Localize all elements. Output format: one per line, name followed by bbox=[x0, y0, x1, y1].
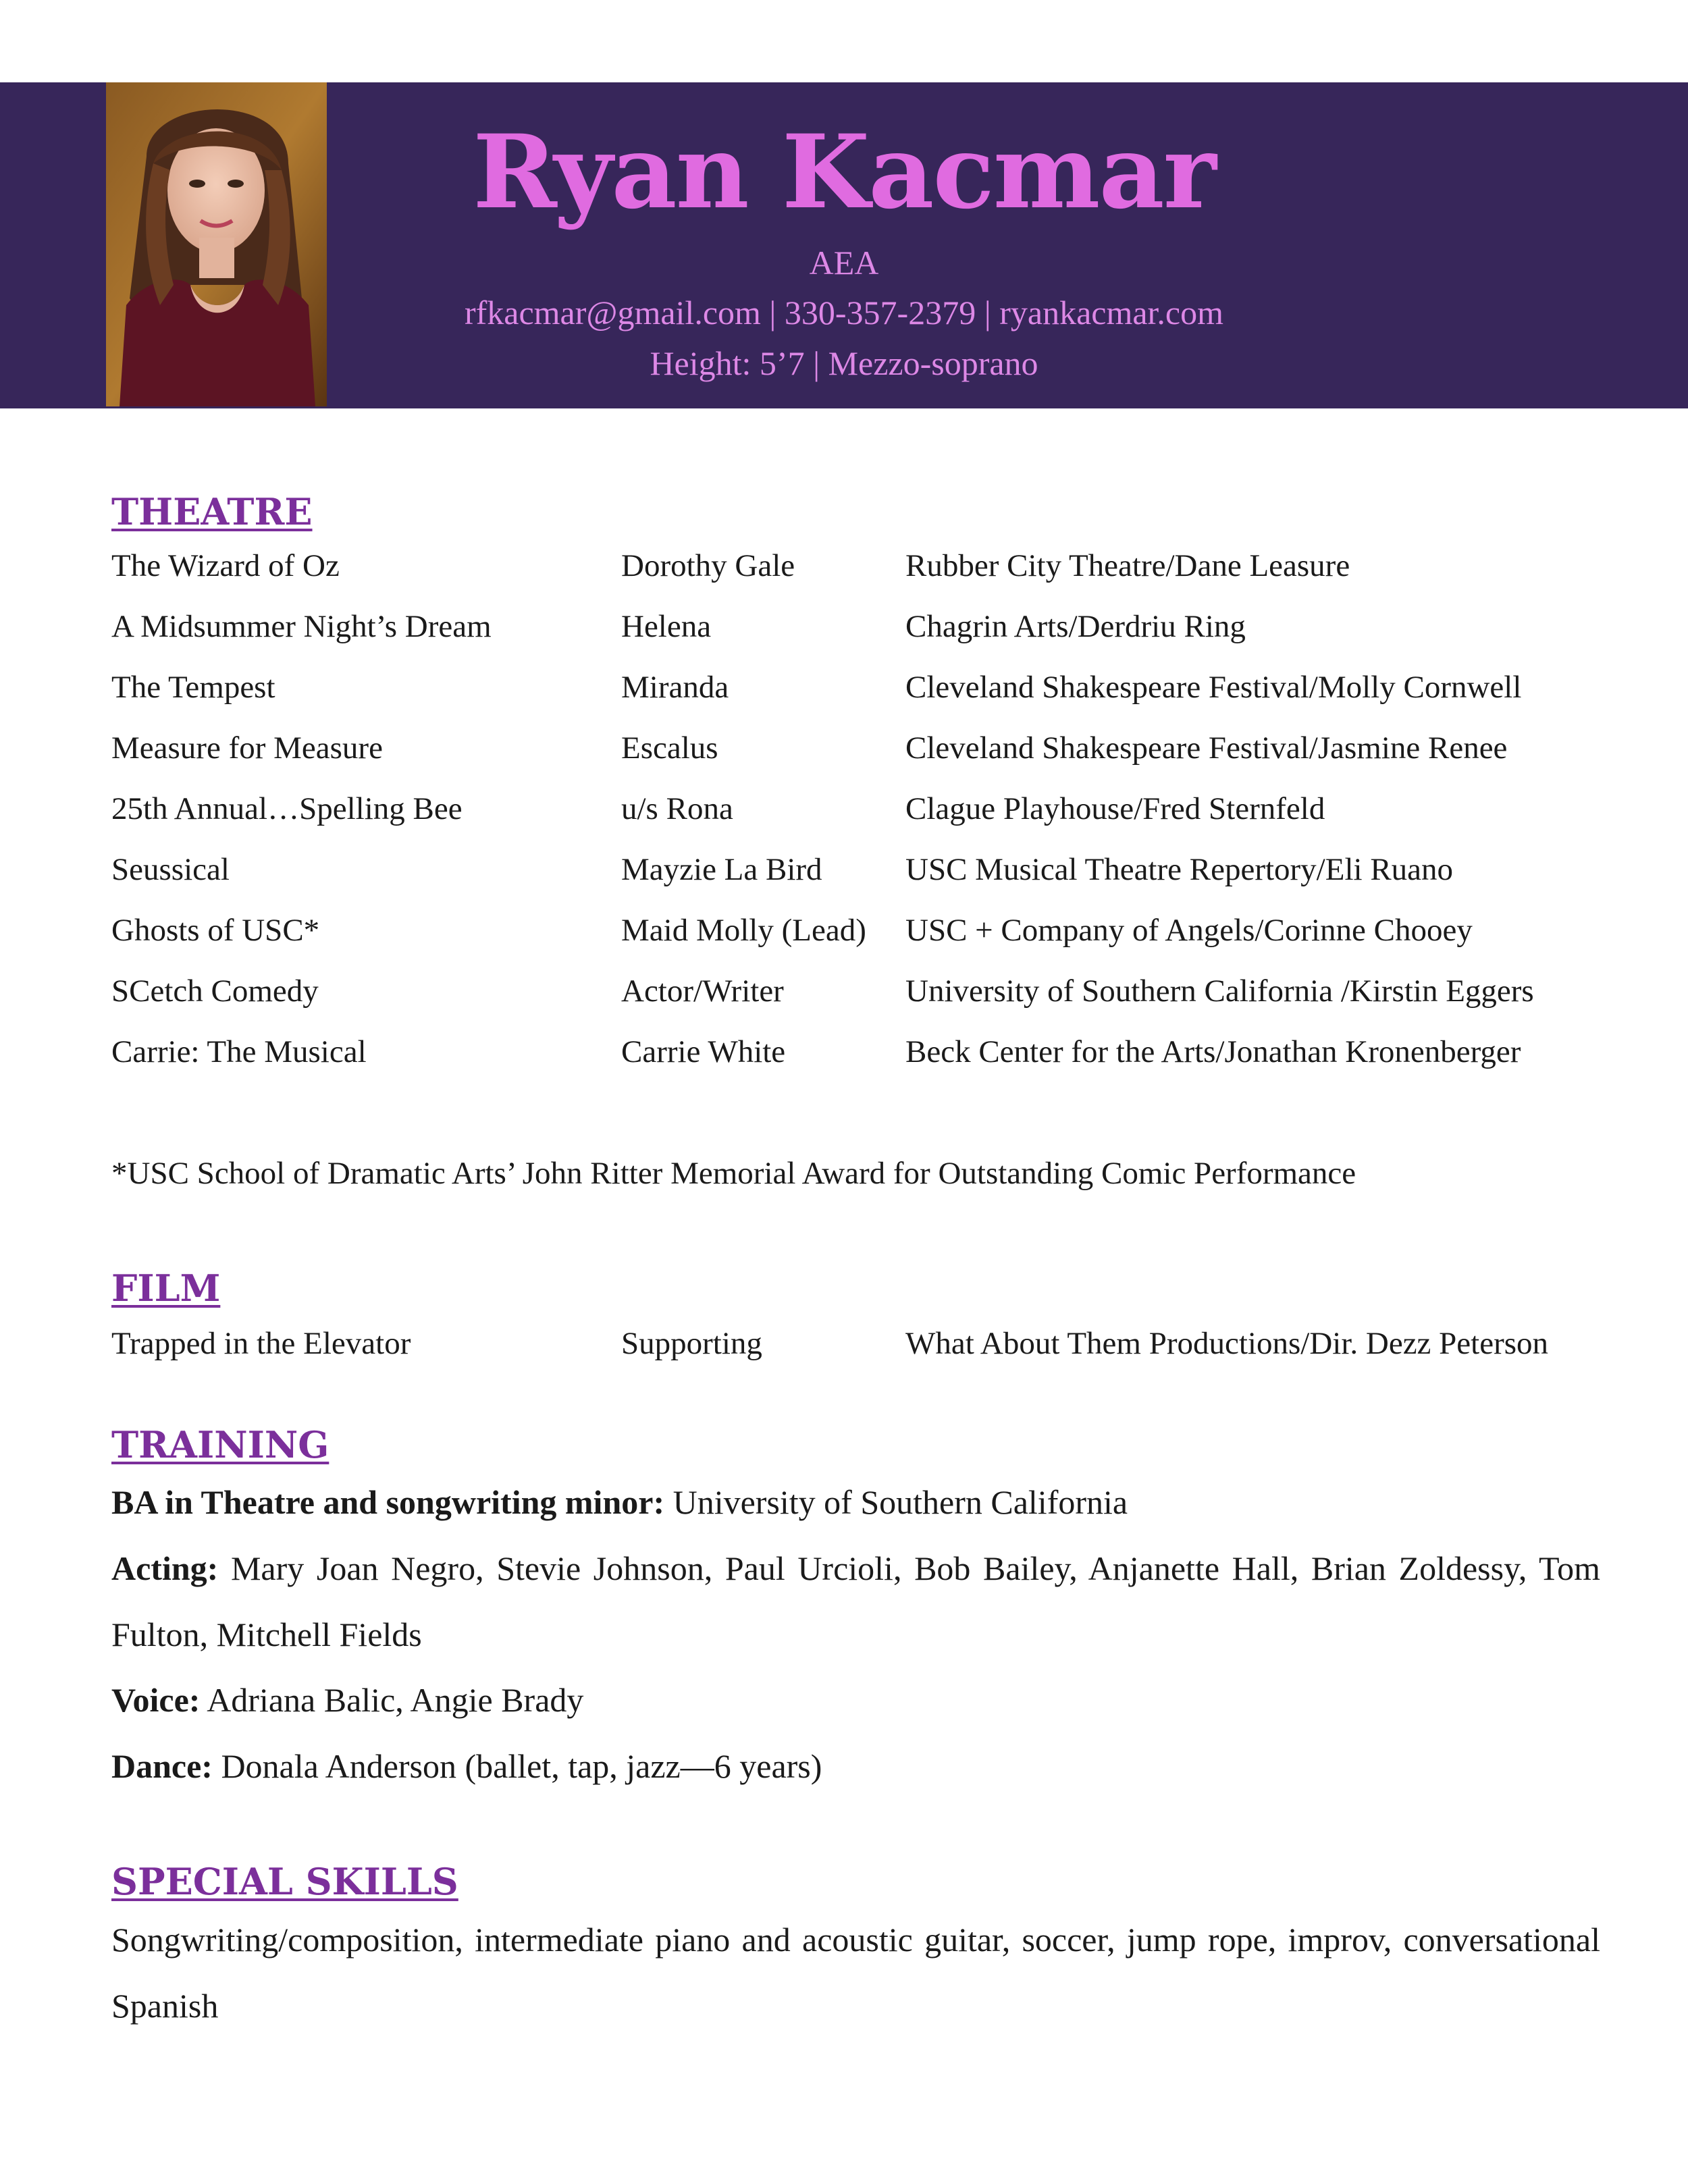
credit-row bbox=[111, 728, 1624, 789]
credit-venue: Cleveland Shakespeare Festival/Jasmine Renee bbox=[905, 730, 1508, 766]
training-degree-label: BA in Theatre and songwriting minor: bbox=[111, 1483, 665, 1521]
theatre-credits bbox=[111, 545, 1624, 1092]
credit-venue: Clague Playhouse/Fred Sternfeld bbox=[905, 791, 1325, 826]
training-voice-label: Voice: bbox=[111, 1681, 201, 1719]
credit-row bbox=[111, 849, 1624, 910]
credit-row bbox=[111, 910, 1624, 971]
credit-row bbox=[111, 1032, 1624, 1092]
credit-show: 25th Annual…Spelling Bee bbox=[111, 791, 463, 826]
credit-venue: Cleveland Shakespeare Festival/Molly Cornwell bbox=[905, 670, 1522, 705]
credit-row bbox=[111, 667, 1624, 728]
section-title-training: TRAINING bbox=[111, 1423, 329, 1466]
credit-show: Seussical bbox=[111, 852, 230, 887]
credit-venue: USC + Company of Angels/Corinne Chooey bbox=[905, 913, 1473, 948]
credit-show: The Wizard of Oz bbox=[111, 548, 340, 583]
section-title-film: FILM bbox=[111, 1267, 221, 1310]
credit-venue: University of Southern California /Kirstin Eggers bbox=[905, 974, 1534, 1009]
credit-show: A Midsummer Night’s Dream bbox=[111, 609, 492, 644]
headshot-photo bbox=[106, 82, 327, 406]
credit-role: Supporting bbox=[621, 1326, 762, 1361]
credit-venue: Beck Center for the Arts/Jonathan Kronenberger bbox=[905, 1034, 1521, 1069]
credit-role: Mayzie La Bird bbox=[621, 852, 822, 887]
headshot-image bbox=[106, 82, 327, 406]
special-skills-text: Songwriting/composition, intermediate piano and acoustic guitar, soccer, jump rope, improv, conversational Spanish bbox=[111, 1921, 1600, 2025]
credit-row bbox=[111, 1323, 1624, 1384]
credit-show: SCetch Comedy bbox=[111, 974, 319, 1009]
performer-name: Ryan Kacmar bbox=[473, 113, 1215, 232]
section-title-special-skills: SPECIAL SKILLS bbox=[111, 1860, 458, 1903]
union-affiliation: AEA bbox=[809, 244, 879, 282]
credit-venue: Rubber City Theatre/Dane Leasure bbox=[905, 548, 1350, 583]
award-note: *USC School of Dramatic Arts’ John Ritter Memorial Award for Outstanding Comic Performance bbox=[111, 1156, 1356, 1191]
credit-show: The Tempest bbox=[111, 670, 275, 705]
contact-info: rfkacmar@gmail.com | 330-357-2379 | ryankacmar.com bbox=[464, 294, 1224, 331]
training-dance-value: Donala Anderson (ballet, tap, jazz—6 years) bbox=[221, 1747, 822, 1785]
credit-row bbox=[111, 971, 1624, 1032]
credit-role: Helena bbox=[621, 609, 712, 644]
credit-role: Maid Molly (Lead) bbox=[621, 913, 866, 948]
credit-role: Carrie White bbox=[621, 1034, 786, 1069]
credit-venue: What About Them Productions/Dir. Dezz Peterson bbox=[905, 1326, 1549, 1361]
credit-show: Measure for Measure bbox=[111, 730, 383, 766]
training-voice bbox=[111, 1667, 1600, 1733]
credit-row bbox=[111, 606, 1624, 667]
credit-role: u/s Rona bbox=[621, 791, 733, 826]
credit-role: Escalus bbox=[621, 730, 718, 766]
credit-role: Miranda bbox=[621, 670, 729, 705]
credit-show: Trapped in the Elevator bbox=[111, 1326, 411, 1361]
training-degree-value: University of Southern California bbox=[672, 1483, 1128, 1521]
credit-role: Actor/Writer bbox=[621, 974, 784, 1009]
training-dance-label: Dance: bbox=[111, 1747, 213, 1785]
credit-venue: Chagrin Arts/Derdriu Ring bbox=[905, 609, 1246, 644]
credit-row bbox=[111, 545, 1624, 606]
credit-venue: USC Musical Theatre Repertory/Eli Ruano bbox=[905, 852, 1454, 887]
credit-row bbox=[111, 789, 1624, 849]
credit-show: Carrie: The Musical bbox=[111, 1034, 367, 1069]
training-degree bbox=[111, 1469, 1600, 1535]
training-acting-label: Acting: bbox=[111, 1549, 219, 1587]
training-dance bbox=[111, 1733, 1600, 1799]
film-credits bbox=[111, 1323, 1624, 1384]
training-voice-value: Adriana Balic, Angie Brady bbox=[207, 1681, 584, 1719]
training-acting bbox=[111, 1535, 1600, 1668]
credit-role: Dorothy Gale bbox=[621, 548, 795, 583]
physical-info: Height: 5’7 | Mezzo-soprano bbox=[650, 344, 1038, 382]
training-acting-value: Mary Joan Negro, Stevie Johnson, Paul Urcioli, Bob Bailey, Anjanette Hall, Brian Zoldessy, Tom Fulton, Mitchell Fields bbox=[111, 1549, 1600, 1653]
credit-show: Ghosts of USC* bbox=[111, 913, 320, 948]
section-title-theatre: THEATRE bbox=[111, 490, 313, 533]
